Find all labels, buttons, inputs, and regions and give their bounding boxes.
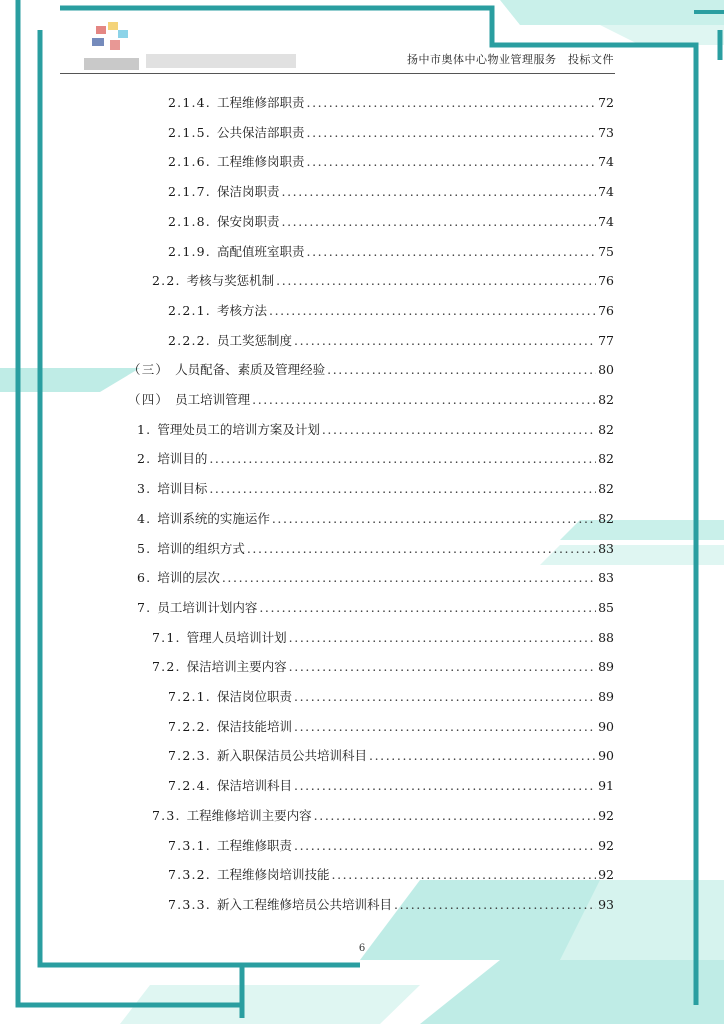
toc-entry-number: 7.3.2. [168, 867, 211, 883]
toc-entry[interactable] [137, 451, 614, 467]
toc-dot-leader [369, 748, 596, 764]
document-header-title: 扬中市奥体中心物业管理服务 投标文件 [407, 53, 614, 66]
toc-entry-page: 76 [598, 302, 614, 318]
toc-entry-number: 7.2.1. [168, 689, 211, 704]
toc-entry-title: 保洁岗位职责 [216, 689, 292, 704]
toc-entry[interactable] [168, 184, 614, 200]
toc-entry-number: 2.1.8. [168, 213, 211, 229]
toc-entry[interactable] [137, 541, 614, 557]
toc-entry-page: 77 [598, 332, 614, 348]
toc-entry-page: 90 [598, 748, 614, 764]
toc-entry-title: 员工奖惩制度 [216, 332, 292, 348]
toc-entry-number: 7.2.3. [168, 748, 211, 764]
toc-entry-number: （三） [128, 362, 170, 378]
toc-entry[interactable] [168, 897, 614, 913]
toc-entry[interactable] [137, 570, 614, 586]
toc-entry[interactable] [168, 748, 614, 764]
toc-entry-title: 保洁培训主要内容 [186, 659, 287, 675]
toc-entry-title: 员工培训管理 [175, 392, 251, 407]
toc-entry-number: 2.1.5. [168, 124, 211, 140]
toc-entry-page: 88 [598, 629, 614, 645]
toc-dot-leader [394, 897, 596, 913]
toc-entry[interactable] [168, 719, 614, 735]
toc-dot-leader [327, 362, 596, 378]
toc-entry-title: 培训目的 [157, 451, 208, 467]
toc-entry-page: 92 [598, 867, 614, 883]
toc-entry-title: 人员配备、素质及管理经验 [175, 362, 326, 378]
toc-dot-leader [289, 659, 596, 675]
toc-entry-number: 2.1.7. [168, 184, 211, 200]
toc-entry-page: 73 [598, 124, 614, 140]
toc-entry[interactable] [137, 422, 614, 438]
toc-entry-title: 工程维修部职责 [216, 95, 305, 110]
toc-entry[interactable] [168, 778, 614, 794]
toc-entry-page: 92 [598, 807, 614, 823]
toc-entry-number: 2.2.2. [168, 332, 211, 348]
toc-entry-title: 高配值班室职责 [216, 243, 305, 259]
toc-entry-title: 工程维修职责 [216, 837, 292, 853]
toc-entry-number: 7.3.3. [168, 896, 211, 912]
toc-entry-page: 91 [598, 778, 614, 794]
toc-entry-title: 保安岗职责 [216, 213, 280, 229]
toc-entry-number: 7. [137, 599, 152, 615]
toc-entry-number: 7.2. [152, 659, 181, 675]
toc-entry-page: 92 [598, 837, 614, 853]
toc-entry[interactable] [168, 333, 614, 349]
toc-dot-leader [252, 392, 596, 408]
toc-entry-number: 2.1.6. [168, 154, 211, 170]
header-divider [60, 73, 615, 74]
toc-dot-leader [247, 541, 596, 557]
toc-entry[interactable] [168, 154, 614, 170]
toc-entry[interactable] [168, 303, 614, 319]
toc-entry[interactable] [168, 95, 614, 111]
toc-dot-leader [307, 125, 597, 141]
toc-entry-page: 82 [598, 451, 614, 467]
page-number: 6 [358, 943, 366, 954]
logo-mark-icon [84, 20, 304, 80]
toc-entry-page: 90 [598, 718, 614, 734]
toc-dot-leader [282, 214, 597, 230]
toc-dot-leader [209, 481, 596, 497]
toc-entry-page: 89 [598, 689, 614, 704]
toc-entry-title: 管理处员工的培训方案及计划 [157, 421, 320, 437]
toc-entry-page: 83 [598, 540, 614, 556]
toc-entry-page: 80 [598, 362, 614, 378]
toc-entry[interactable] [152, 659, 614, 675]
toc-dot-leader [322, 422, 596, 438]
toc-dot-leader [209, 451, 596, 467]
toc-entry-number: 3. [137, 481, 152, 497]
toc-entry-title: 工程维修岗培训技能 [216, 867, 330, 883]
toc-entry-page: 76 [598, 273, 614, 289]
toc-entry-title: 培训系统的实施运作 [157, 510, 270, 526]
toc-dot-leader [332, 867, 597, 883]
toc-dot-leader [307, 154, 597, 170]
toc-entry-number: 6. [137, 570, 152, 586]
toc-entry-page: 74 [598, 184, 614, 200]
toc-entry-page: 82 [598, 510, 614, 526]
toc-dot-leader [314, 808, 596, 824]
toc-dot-leader [222, 570, 596, 586]
toc-entry-number: 7.2.4. [168, 778, 211, 794]
toc-dot-leader [294, 778, 596, 794]
toc-dot-leader [307, 95, 597, 111]
toc-entry[interactable] [168, 244, 614, 260]
toc-entry-number: 7.2.2. [168, 718, 211, 734]
toc-dot-leader [272, 511, 596, 527]
toc-entry[interactable] [128, 362, 614, 378]
toc-entry-title: 培训目标 [157, 481, 208, 497]
company-logo [84, 20, 304, 80]
toc-entry-page: 82 [598, 392, 614, 407]
toc-entry[interactable] [152, 273, 614, 289]
toc-entry-page: 82 [598, 421, 614, 437]
toc-entry-number: 2. [137, 451, 152, 467]
toc-dot-leader [276, 273, 596, 289]
toc-entry-title: 保洁技能培训 [216, 718, 292, 734]
toc-entry-page: 83 [598, 570, 614, 586]
toc-entry-number: 2.2.1. [168, 302, 211, 318]
toc-entry-number: 2.2. [152, 273, 181, 289]
toc-entry-title: 工程维修培训主要内容 [186, 807, 312, 823]
toc-entry-title: 培训的组织方式 [157, 540, 245, 556]
toc-entry-number: （四） [128, 392, 170, 407]
toc-dot-leader [282, 184, 597, 200]
toc-dot-leader [294, 719, 596, 735]
toc-entry-number: 2.1.4. [168, 95, 211, 110]
toc-entry-page: 72 [598, 95, 614, 110]
toc-entry[interactable] [128, 392, 614, 408]
toc-entry-title: 工程维修岗职责 [216, 154, 305, 170]
toc-entry-title: 培训的层次 [157, 570, 220, 586]
toc-entry[interactable] [137, 600, 614, 616]
toc-entry[interactable] [168, 838, 614, 854]
toc-entry-number: 2.1.9. [168, 243, 211, 259]
toc-entry[interactable] [168, 867, 614, 883]
toc-entry-title: 员工培训计划内容 [157, 599, 258, 615]
toc-entry-number: 7.1. [152, 629, 181, 645]
toc-entry[interactable] [168, 689, 614, 705]
toc-entry[interactable] [137, 511, 614, 527]
toc-entry-page: 82 [598, 481, 614, 497]
toc-entry-title: 考核方法 [216, 302, 267, 318]
toc-entry-title: 保洁岗职责 [216, 184, 280, 200]
toc-entry-page: 74 [598, 154, 614, 170]
toc-entry-page: 74 [598, 213, 614, 229]
toc-entry[interactable] [152, 630, 614, 646]
toc-entry-title: 公共保洁部职责 [216, 124, 305, 140]
toc-entry[interactable] [152, 808, 614, 824]
toc-entry-title: 管理人员培训计划 [186, 629, 287, 645]
toc-entry-page: 89 [598, 659, 614, 675]
toc-entry-title: 新入职保洁员公共培训科目 [216, 748, 367, 764]
toc-dot-leader [269, 303, 596, 319]
toc-entry-number: 4. [137, 510, 152, 526]
toc-entry-page: 75 [598, 243, 614, 259]
toc-entry-number: 5. [137, 540, 152, 556]
toc-entry-title: 保洁培训科目 [216, 778, 292, 794]
toc-entry-number: 7.3. [152, 807, 181, 823]
toc-entry-number: 1. [137, 421, 152, 437]
toc-entry-page: 93 [598, 896, 614, 912]
toc-entry-number: 7.3.1. [168, 837, 211, 853]
toc-dot-leader [294, 333, 596, 349]
toc-entry[interactable] [168, 214, 614, 230]
toc-dot-leader [294, 689, 596, 705]
toc-entry[interactable] [168, 125, 614, 141]
toc-dot-leader [289, 630, 596, 646]
toc-dot-leader [259, 600, 596, 616]
toc-entry-title: 考核与奖惩机制 [186, 273, 275, 289]
toc-dot-leader [307, 244, 597, 260]
toc-dot-leader [294, 838, 596, 854]
toc-entry-title: 新入工程维修培员公共培训科目 [216, 896, 392, 912]
toc-entry-page: 85 [598, 599, 614, 615]
toc-entry[interactable] [137, 481, 614, 497]
